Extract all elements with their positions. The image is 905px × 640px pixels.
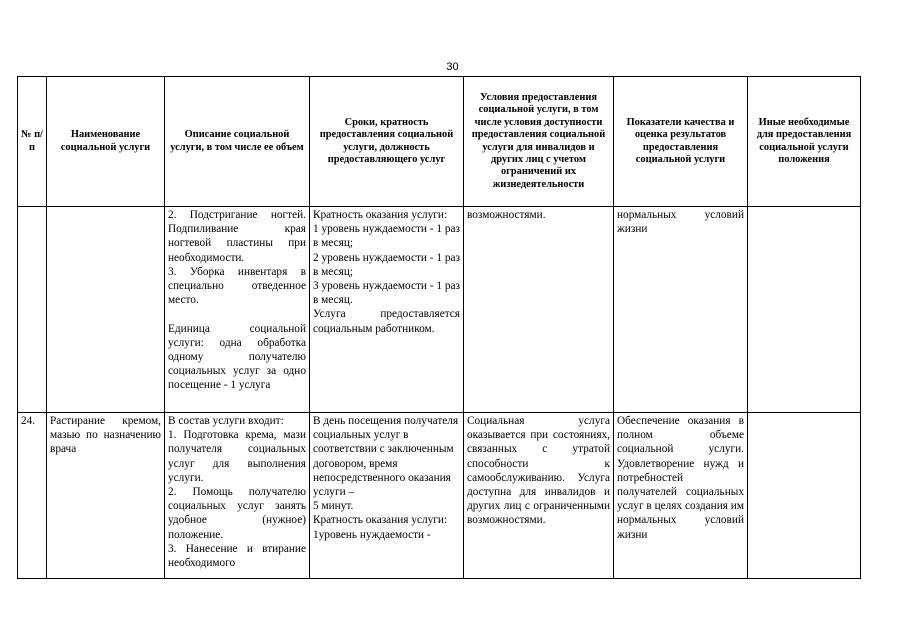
page-number: 30 [446,61,459,73]
description-line: 3. Нанесение и втирание необходимого [168,542,306,570]
header-other: Иные необходимые для предоставления социальной услуги положения [748,77,861,207]
terms-line: 3 уровень нуждаемости - 1 раз в месяц. [313,280,460,307]
terms-line: Кратность оказания услуги: [313,209,448,221]
table-row [18,207,861,413]
header-terms: Сроки, кратность предоставления социальной услуги, должность предоставляющего услуг [310,77,464,207]
terms-line: 5 минут. [313,500,354,513]
row-description [165,413,310,579]
row-number [18,207,47,413]
description-line: Единица социальной услуги: одна обработка одному получателю социальных услуг за одно посещение - 1 услуга [168,322,306,392]
terms-line: 1уровень нуждаемости - [313,528,431,541]
row-quality: нормальных условий жизни [614,207,748,413]
description-line: 2. Помощь получателю социальных услуг занять удобное (нужное) положение. [168,486,306,541]
row-number: 24. [18,413,47,579]
row-terms [310,413,464,579]
header-service-name: Наименование социальной услуги [47,77,165,207]
header-conditions: Условия предоставления социальной услуги, в том числе условия доступности предоставления социальной услуги для инвалидов и других лиц с учетом ограничений их жизнедеятельности [464,77,614,207]
row-description [165,207,310,413]
table-header-row [18,77,861,207]
row-conditions: Социальная услуга оказывается при состояниях, связанных с утратой способности к самообслуживанию. Услуга доступна для инвалидов и других лиц с ограниченными возможностями. [464,413,614,579]
header-number: № п/п [18,77,47,207]
description-spacer [168,307,306,321]
row-conditions: возможностями. [464,207,614,413]
description-line: 2. Подстригание ногтей. Подпиливание края ногтевой пластины при необходимости. [168,209,306,264]
header-quality: Показатели качества и оценка результатов предоставления социальной услуги [614,77,748,207]
description-line: В состав услуги входит: [168,415,284,427]
row-service-name: Растирание кремом, мазью по назначению врача [47,413,165,579]
row-other [748,207,861,413]
table-row [18,413,861,579]
terms-line: Кратность оказания услуги: [313,514,448,527]
description-line: 1. Подготовка крема, мази получателя социальных услуг для выполнения услуги. [168,429,306,484]
header-description: Описание социальной услуги, в том числе ее объем [165,77,310,207]
row-terms [310,207,464,413]
row-other [748,413,861,579]
row-quality: Обеспечение оказания в полном объеме социальной услуги. Удовлетворение нужд и потребностей получателей социальных услуг в целях создания им нормальных условий жизни [614,413,748,579]
terms-line: В день посещения получателя социальных услуг в соответствии с заключенным договором, время непосредственного оказания услуги – [313,415,459,499]
terms-line: 1 уровень нуждаемости - 1 раз в месяц; [313,223,460,250]
services-table [17,76,861,579]
terms-line: Услуга предоставляется социальным работником. [313,308,460,335]
terms-line: 2 уровень нуждаемости - 1 раз в месяц; [313,251,460,278]
row-service-name [47,207,165,413]
description-line: 3. Уборка инвентаря в специально отведенное место. [168,265,306,307]
